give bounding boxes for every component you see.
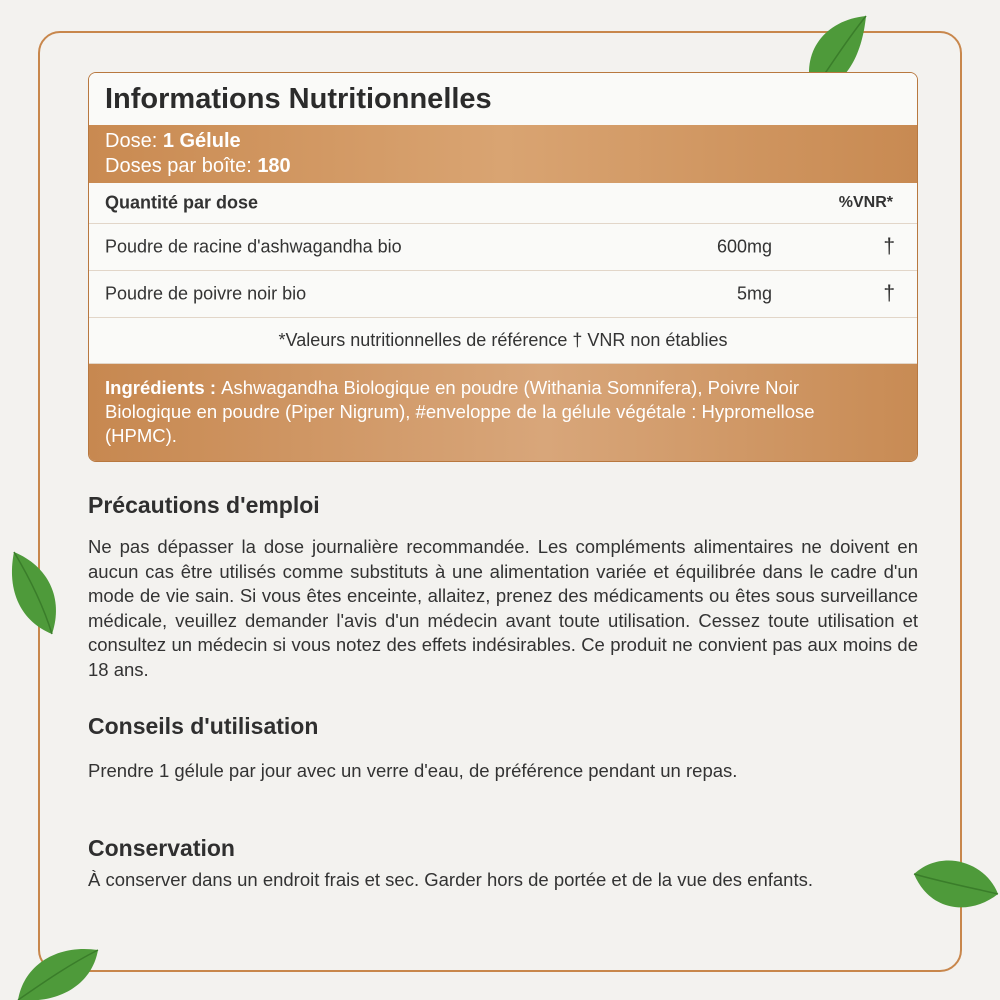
conservation-title: Conservation — [88, 835, 235, 861]
nutrition-table — [88, 72, 918, 462]
ingredients-band — [89, 364, 917, 462]
precautions-section — [88, 492, 918, 682]
dose-line — [105, 129, 917, 154]
vnr-footnote: *Valeurs nutritionnelles de référence † VNR non établies — [89, 318, 917, 364]
conservation-text: À conserver dans un endroit frais et sec. Garder hors de portée et de la vue des enfants. — [88, 869, 813, 890]
leaf-icon — [14, 942, 100, 1000]
ingredients-text: Ashwagandha Biologique en poudre (Withania Somnifera), Poivre Noir Biologique en poudre (Piper Nigrum), #enveloppe de la gélule végétale : Hypromellose (HPMC). — [105, 377, 815, 446]
nutrition-title: Informations Nutritionnelles — [89, 73, 917, 125]
leaf-icon — [912, 854, 1000, 926]
header-quantity: Quantité par dose — [105, 192, 259, 213]
row-amount: 600mg — [716, 236, 772, 257]
table-row — [89, 271, 917, 318]
dose-value: 1 Gélule — [162, 130, 241, 152]
precautions-text: Ne pas dépasser la dose journalière recommandée. Les compléments alimentaires ne doivent en aucun cas être utilisés comme substituts à une alimentation variée et équilibrée dans le cadre d'un mode de vie sain. Si vous êtes enceinte, allaitez, prenez des médicaments ou êtes sous surveillance médicale, veuillez demander l'avis d'un médecin avant toute utilisation. Cessez toute utilisation et consultez un médecin si vous notez des effets indésirables. Ce produit ne convient pas aux moins de 18 ans. — [88, 536, 918, 680]
table-row — [89, 224, 917, 271]
row-name: Poudre de poivre noir bio — [105, 283, 307, 304]
usage-title: Conseils d'utilisation — [88, 713, 319, 739]
dose-label: Dose: — [105, 130, 163, 152]
usage-section — [88, 713, 918, 784]
conservation-section — [88, 835, 918, 893]
row-amount: 5mg — [736, 283, 772, 304]
usage-text: Prendre 1 gélule par jour avec un verre d'eau, de préférence pendant un repas. — [88, 760, 738, 781]
leaf-icon — [4, 548, 66, 638]
precautions-title: Précautions d'emploi — [88, 492, 320, 518]
row-name: Poudre de racine d'ashwagandha bio — [105, 236, 402, 257]
row-vnr: † — [883, 282, 895, 305]
header-vnr: %VNR* — [838, 194, 893, 211]
row-vnr: † — [883, 235, 895, 258]
dose-band — [89, 125, 917, 183]
ingredients-label: Ingrédients : — [105, 377, 222, 398]
doses-value: 180 — [257, 155, 291, 177]
doses-line — [105, 154, 917, 179]
doses-label: Doses par boîte: — [105, 155, 258, 177]
table-header — [89, 183, 917, 224]
